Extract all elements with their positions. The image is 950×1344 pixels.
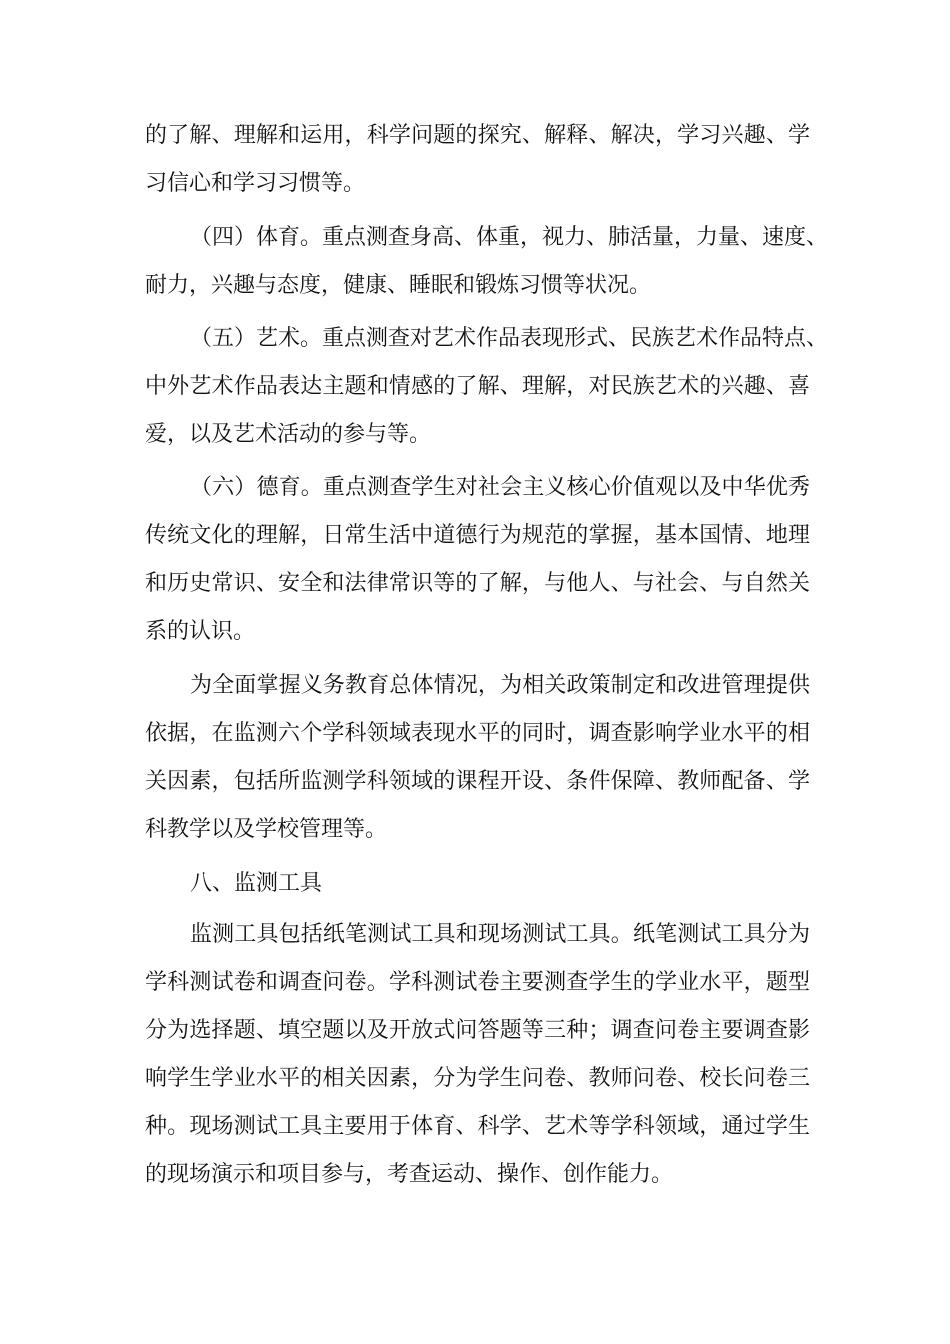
text-line: 响学生学业水平的相关因素，分为学生问卷、教师问卷、校长问卷三: [145, 1066, 810, 1091]
text-line: 分为选择题、填空题以及开放式问答题等三种；调查问卷主要调查影: [145, 1018, 810, 1043]
text-line: 的了解、理解和运用，科学问题的探究、解释、解决，学习兴趣、学: [145, 123, 810, 148]
text-line: 耐力，兴趣与态度，健康、睡眠和锻炼习惯等状况。: [145, 273, 652, 298]
text-line: 系的认识。: [145, 619, 256, 644]
text-line: 科教学以及学校管理等。: [145, 817, 388, 842]
text-line: （六）德育。重点测查学生对社会主义核心价值观以及中华优秀: [190, 475, 810, 500]
section-heading: 八、监测工具: [190, 871, 323, 896]
text-line: 关因素，包括所监测学科领域的课程开设、条件保障、教师配备、学: [145, 769, 810, 794]
text-line: 中外艺术作品表达主题和情感的了解、理解，对民族艺术的兴趣、喜: [145, 374, 810, 399]
text-line: 爱，以及艺术活动的参与等。: [145, 422, 432, 447]
text-line: 和历史常识、安全和法律常识等的了解，与他人、与社会、与自然关: [145, 571, 810, 596]
text-line: 习信心和学习习惯等。: [145, 171, 366, 196]
text-line: 的现场演示和项目参与，考查运动、操作、创作能力。: [145, 1162, 674, 1187]
text-line: 学科测试卷和调查问卷。学科测试卷主要测查学生的学业水平，题型: [145, 970, 810, 995]
text-line: （四）体育。重点测查身高、体重，视力、肺活量，力量、速度、: [190, 225, 829, 250]
text-line: 传统文化的理解，日常生活中道德行为规范的掌握，基本国情、地理: [145, 523, 810, 548]
text-line: 监测工具包括纸笔测试工具和现场测试工具。纸笔测试工具分为: [190, 922, 810, 947]
text-line: 依据，在监测六个学科领域表现水平的同时，调查影响学业水平的相: [145, 721, 810, 746]
text-line: 为全面掌握义务教育总体情况，为相关政策制定和改进管理提供: [190, 673, 810, 698]
text-line: 种。现场测试工具主要用于体育、科学、艺术等学科领域，通过学生: [145, 1114, 810, 1139]
text-line: （五）艺术。重点测查对艺术作品表现形式、民族艺术作品特点、: [190, 326, 829, 351]
